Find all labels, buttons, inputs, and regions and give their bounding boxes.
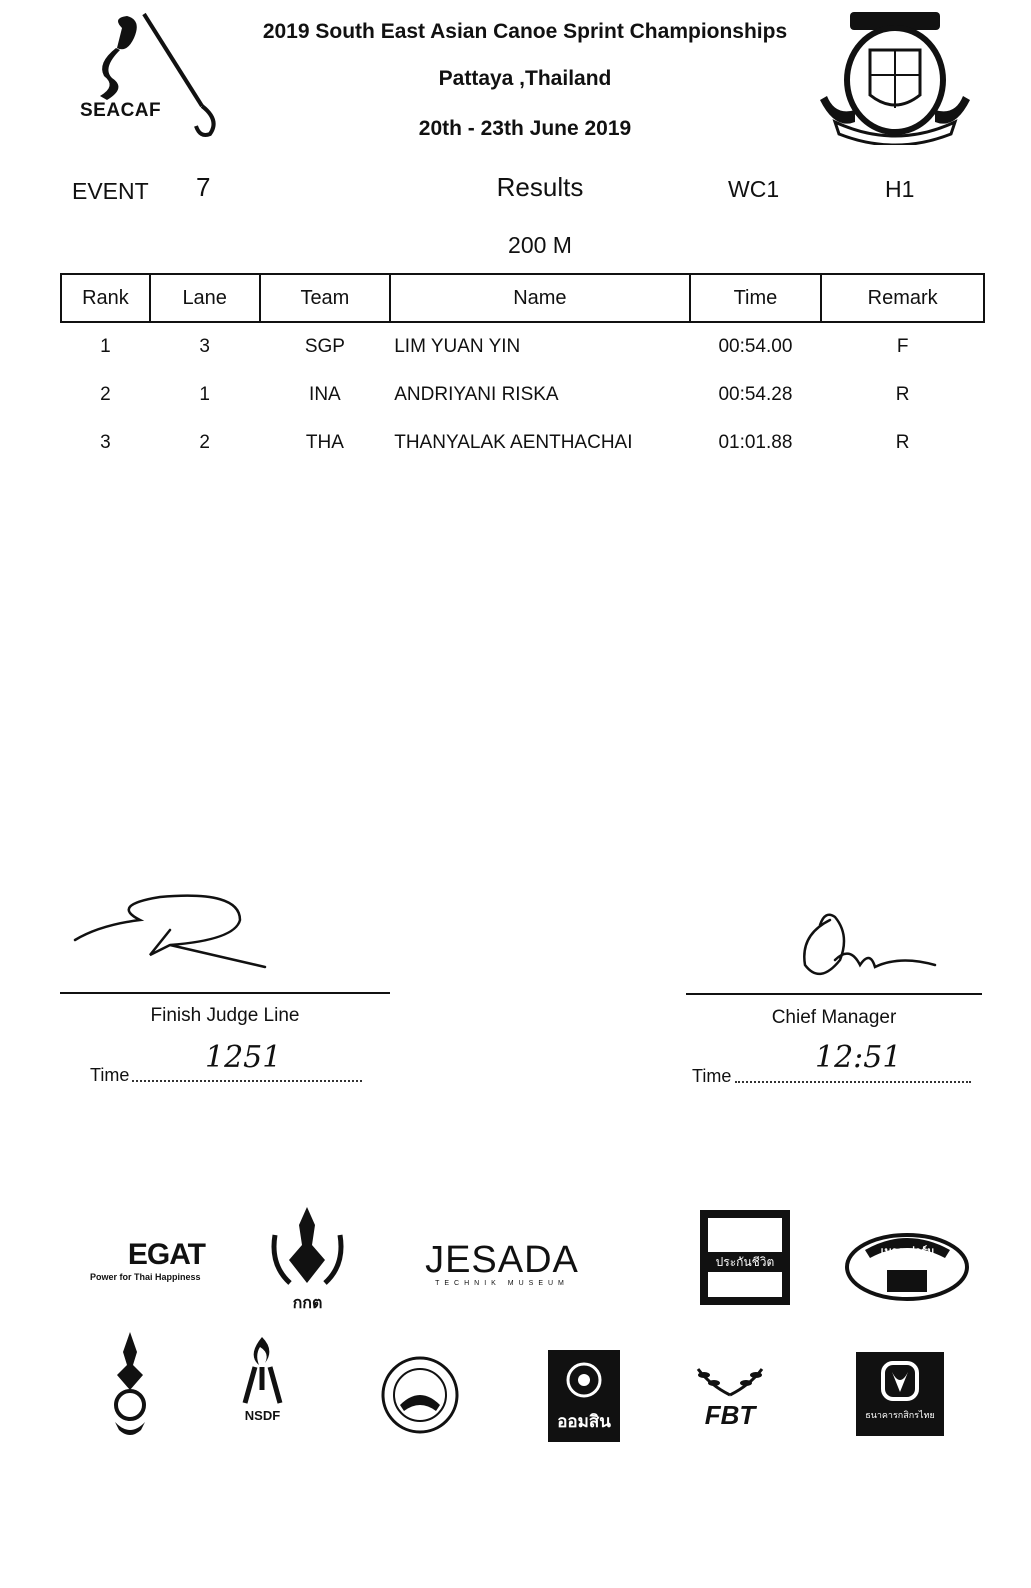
chief-manager-caption: Chief Manager — [771, 1007, 897, 1028]
event-dates: 20th - 23th June 2019 — [418, 117, 632, 140]
jesada-logo — [422, 1240, 582, 1290]
kkt-emblem — [270, 1205, 345, 1310]
table-row — [61, 419, 984, 467]
finish-judge-line — [60, 992, 390, 994]
cell-name: LIM YUAN YIN — [394, 336, 521, 357]
farm-badge-icon — [845, 1222, 970, 1307]
federation-crest — [815, 10, 975, 145]
navy-crest-icon — [105, 1330, 155, 1440]
event-number: 7 — [196, 172, 211, 202]
gsb-logo — [548, 1350, 620, 1442]
event-label: EVENT — [72, 178, 149, 204]
egat-logo-name: EGAT — [127, 1238, 205, 1271]
chief-manager-line — [686, 993, 982, 995]
kbank-logo-text: ธนาคารกสิกรไทย — [865, 1410, 935, 1420]
insurance-logo — [700, 1210, 790, 1305]
cell-rank: 1 — [100, 336, 111, 357]
cell-name: ANDRIYANI RISKA — [394, 384, 559, 405]
cell-remark: F — [896, 336, 909, 357]
cell-time: 00:54.28 — [718, 384, 793, 405]
cell-team: INA — [309, 384, 341, 405]
chief-manager-signature — [790, 905, 950, 995]
results-heading: Results — [496, 172, 584, 202]
table-row — [61, 322, 984, 371]
col-time: Time — [690, 274, 822, 322]
kbank-emblem-icon — [880, 1360, 920, 1402]
table-header-row — [61, 274, 984, 322]
col-rank: Rank — [61, 274, 150, 322]
event-distance: 200 M — [508, 232, 572, 258]
gsb-logo-text: ออมสิน — [557, 1412, 611, 1431]
fbt-logo-text: FBT — [704, 1400, 756, 1430]
finish-judge-caption: Finish Judge Line — [150, 1005, 300, 1026]
cell-lane: 2 — [199, 432, 210, 453]
col-team: Team — [260, 274, 391, 322]
kbank-logo — [856, 1352, 944, 1436]
finish-judge-time-line — [132, 1080, 362, 1082]
insurance-logo-text: ประกันชีวิต — [708, 1252, 782, 1272]
cell-time: 00:54.00 — [718, 336, 793, 357]
results-table — [60, 273, 985, 467]
cell-remark: R — [895, 384, 910, 405]
garuda-icon — [270, 1205, 345, 1290]
university-seal-icon — [380, 1355, 460, 1435]
finish-judge-signature — [70, 885, 290, 985]
laurel-icon — [690, 1365, 770, 1397]
kkt-emblem-text: กกต — [292, 1295, 323, 1312]
chief-manager-time-label: Time — [692, 1066, 732, 1086]
col-name: Name — [390, 274, 689, 322]
fbt-logo — [690, 1365, 770, 1435]
cell-remark: R — [895, 432, 910, 453]
table-row — [61, 371, 984, 419]
championship-title: 2019 South East Asian Canoe Sprint Championships — [262, 20, 788, 43]
event-heat: H1 — [885, 176, 915, 202]
farm-logo-text: เบรก ฟาร์ม — [880, 1246, 935, 1258]
cell-rank: 2 — [100, 384, 111, 405]
col-lane: Lane — [150, 274, 260, 322]
nsdf-logo-text: NSDF — [244, 1408, 281, 1423]
cell-lane: 3 — [199, 336, 210, 357]
cell-team: THA — [305, 432, 344, 453]
jesada-logo-tagline: TECHNIK MUSEUM — [435, 1280, 569, 1287]
navy-emblem — [105, 1330, 155, 1440]
seacaf-logo — [72, 8, 222, 138]
cell-lane: 1 — [199, 384, 210, 405]
cell-rank: 3 — [100, 432, 111, 453]
cell-time: 01:01.88 — [718, 432, 793, 453]
egat-logo-tagline: Power for Thai Happiness — [90, 1272, 201, 1282]
event-location: Pattaya ,Thailand — [438, 67, 612, 90]
egat-logo — [90, 1238, 205, 1290]
nsdf-logo — [225, 1335, 300, 1445]
crest-icon — [815, 10, 975, 145]
jesada-logo-name: JESADA — [425, 1239, 579, 1281]
torch-icon — [225, 1335, 300, 1405]
university-seal — [380, 1355, 460, 1435]
finish-judge-time-written: 1251 — [205, 1040, 282, 1075]
seacaf-logo-text: SEACAF — [80, 100, 162, 121]
chief-manager-time-written: 12:51 — [815, 1040, 902, 1075]
event-category: WC1 — [728, 176, 780, 202]
chief-manager-time-line — [735, 1081, 971, 1083]
col-remark: Remark — [821, 274, 984, 322]
gsb-emblem-icon — [564, 1358, 604, 1402]
cell-name: THANYALAK AENTHACHAI — [394, 432, 633, 453]
farm-logo — [845, 1222, 970, 1307]
cell-team: SGP — [304, 336, 345, 357]
finish-judge-time-label: Time — [90, 1065, 130, 1085]
